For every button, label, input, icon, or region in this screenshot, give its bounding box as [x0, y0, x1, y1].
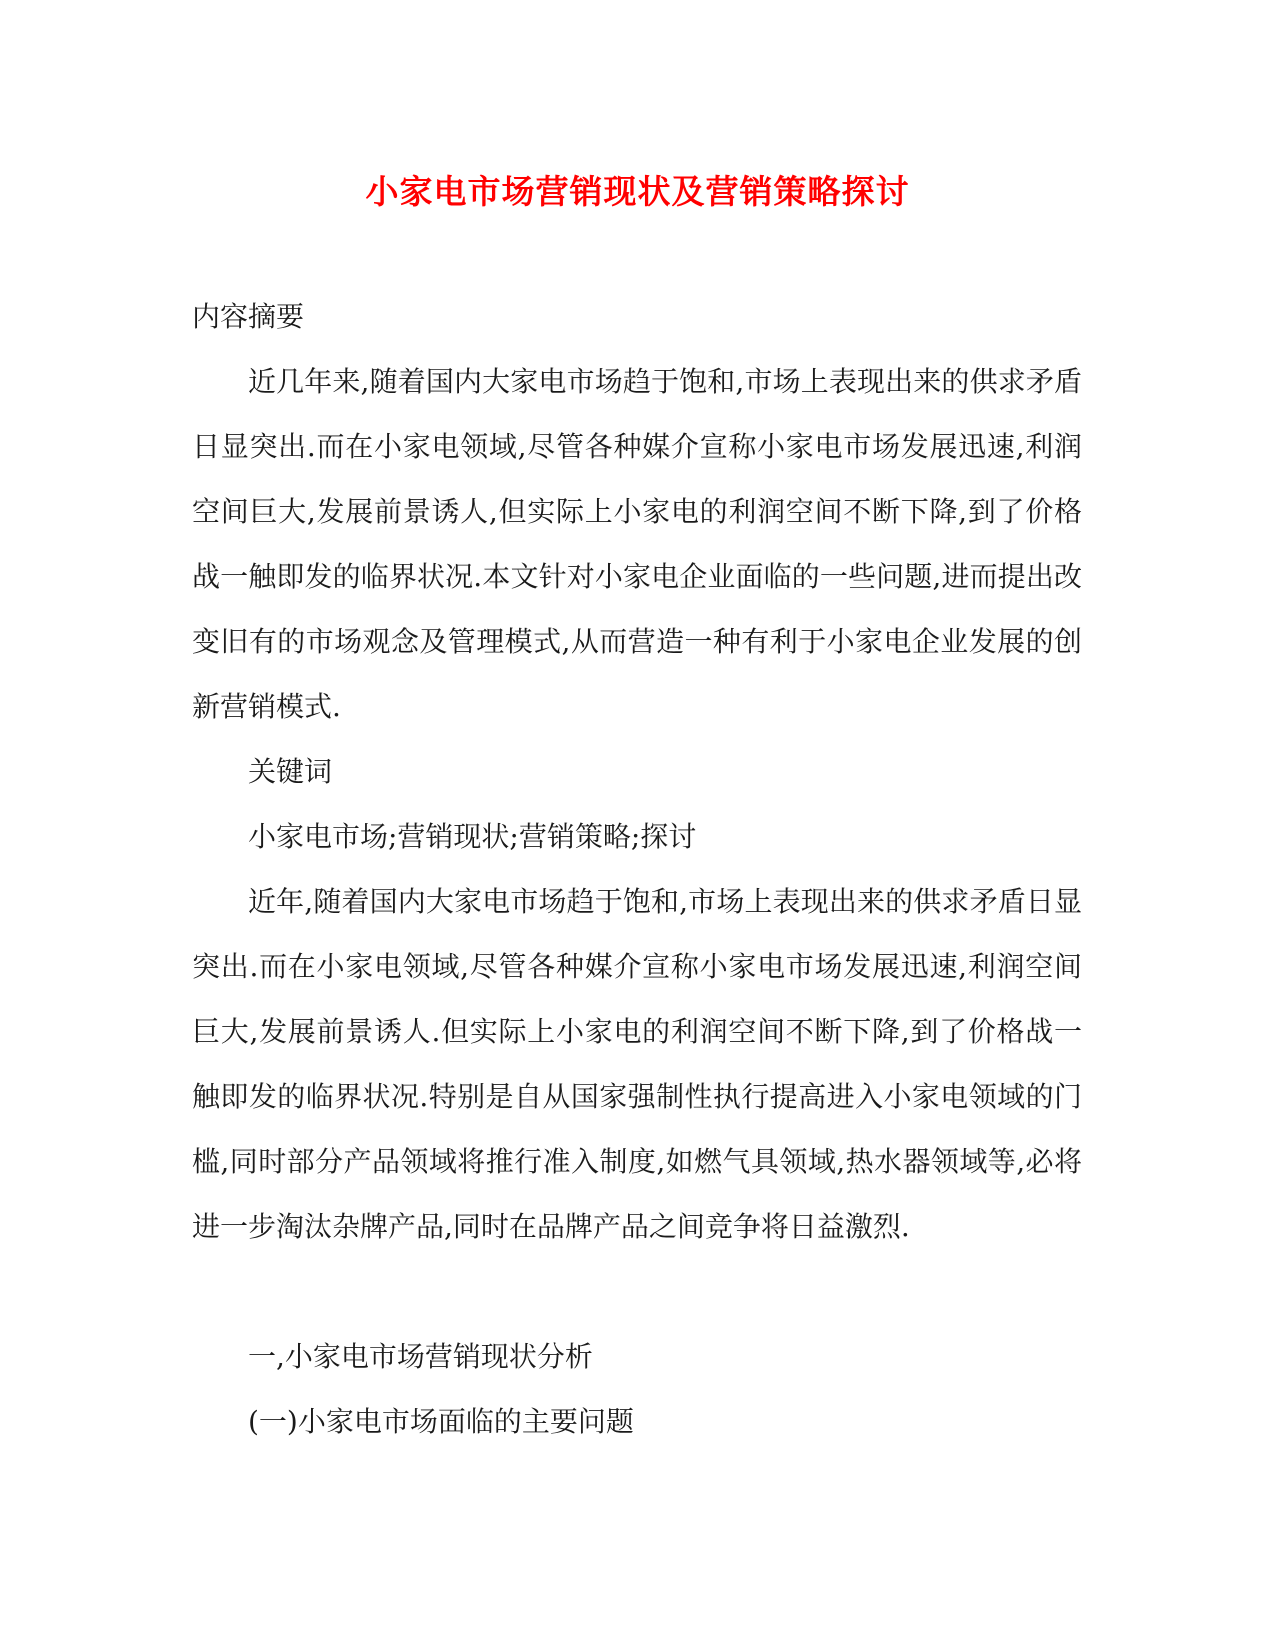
body-paragraph: 近年,随着国内大家电市场趋于饱和,市场上表现出来的供求矛盾日显突出.而在小家电领域,尽管各种媒介宣称小家电市场发展迅速,利润空间巨大,发展前景诱人.但实际上小家电的利润空间不断下降,到了价格战一触即发的临界状况.特别是自从国家强制性执行提高进入小家电领域的门槛,同时部分产品领域将推行准入制度,如燃气具领域,热水器领域等,必将进一步淘汰杂牌产品,同时在品牌产品之间竞争将日益激烈.	[192, 885, 1082, 1243]
subsection-heading: (一)小家电市场面临的主要问题	[248, 1405, 634, 1438]
abstract-paragraph: 近几年来,随着国内大家电市场趋于饱和,市场上表现出来的供求矛盾日显突出.而在小家电领域,尽管各种媒介宣称小家电市场发展迅速,利润空间巨大,发展前景诱人,但实际上小家电的利润空间不断下降,到了价格战一触即发的临界状况.本文针对小家电企业面临的一些问题,进而提出改变旧有的市场观念及管理模式,从而营造一种有利于小家电企业发展的创新营销模式.	[192, 365, 1082, 723]
keywords-list: 小家电市场;营销现状;营销策略;探讨	[248, 820, 697, 853]
keywords-heading: 关键词	[248, 755, 333, 788]
document-title: 小家电市场营销现状及营销策略探讨	[365, 172, 910, 211]
section-heading: 一,小家电市场营销现状分析	[248, 1340, 593, 1373]
abstract-heading: 内容摘要	[192, 300, 305, 333]
document-body	[192, 284, 1082, 1454]
